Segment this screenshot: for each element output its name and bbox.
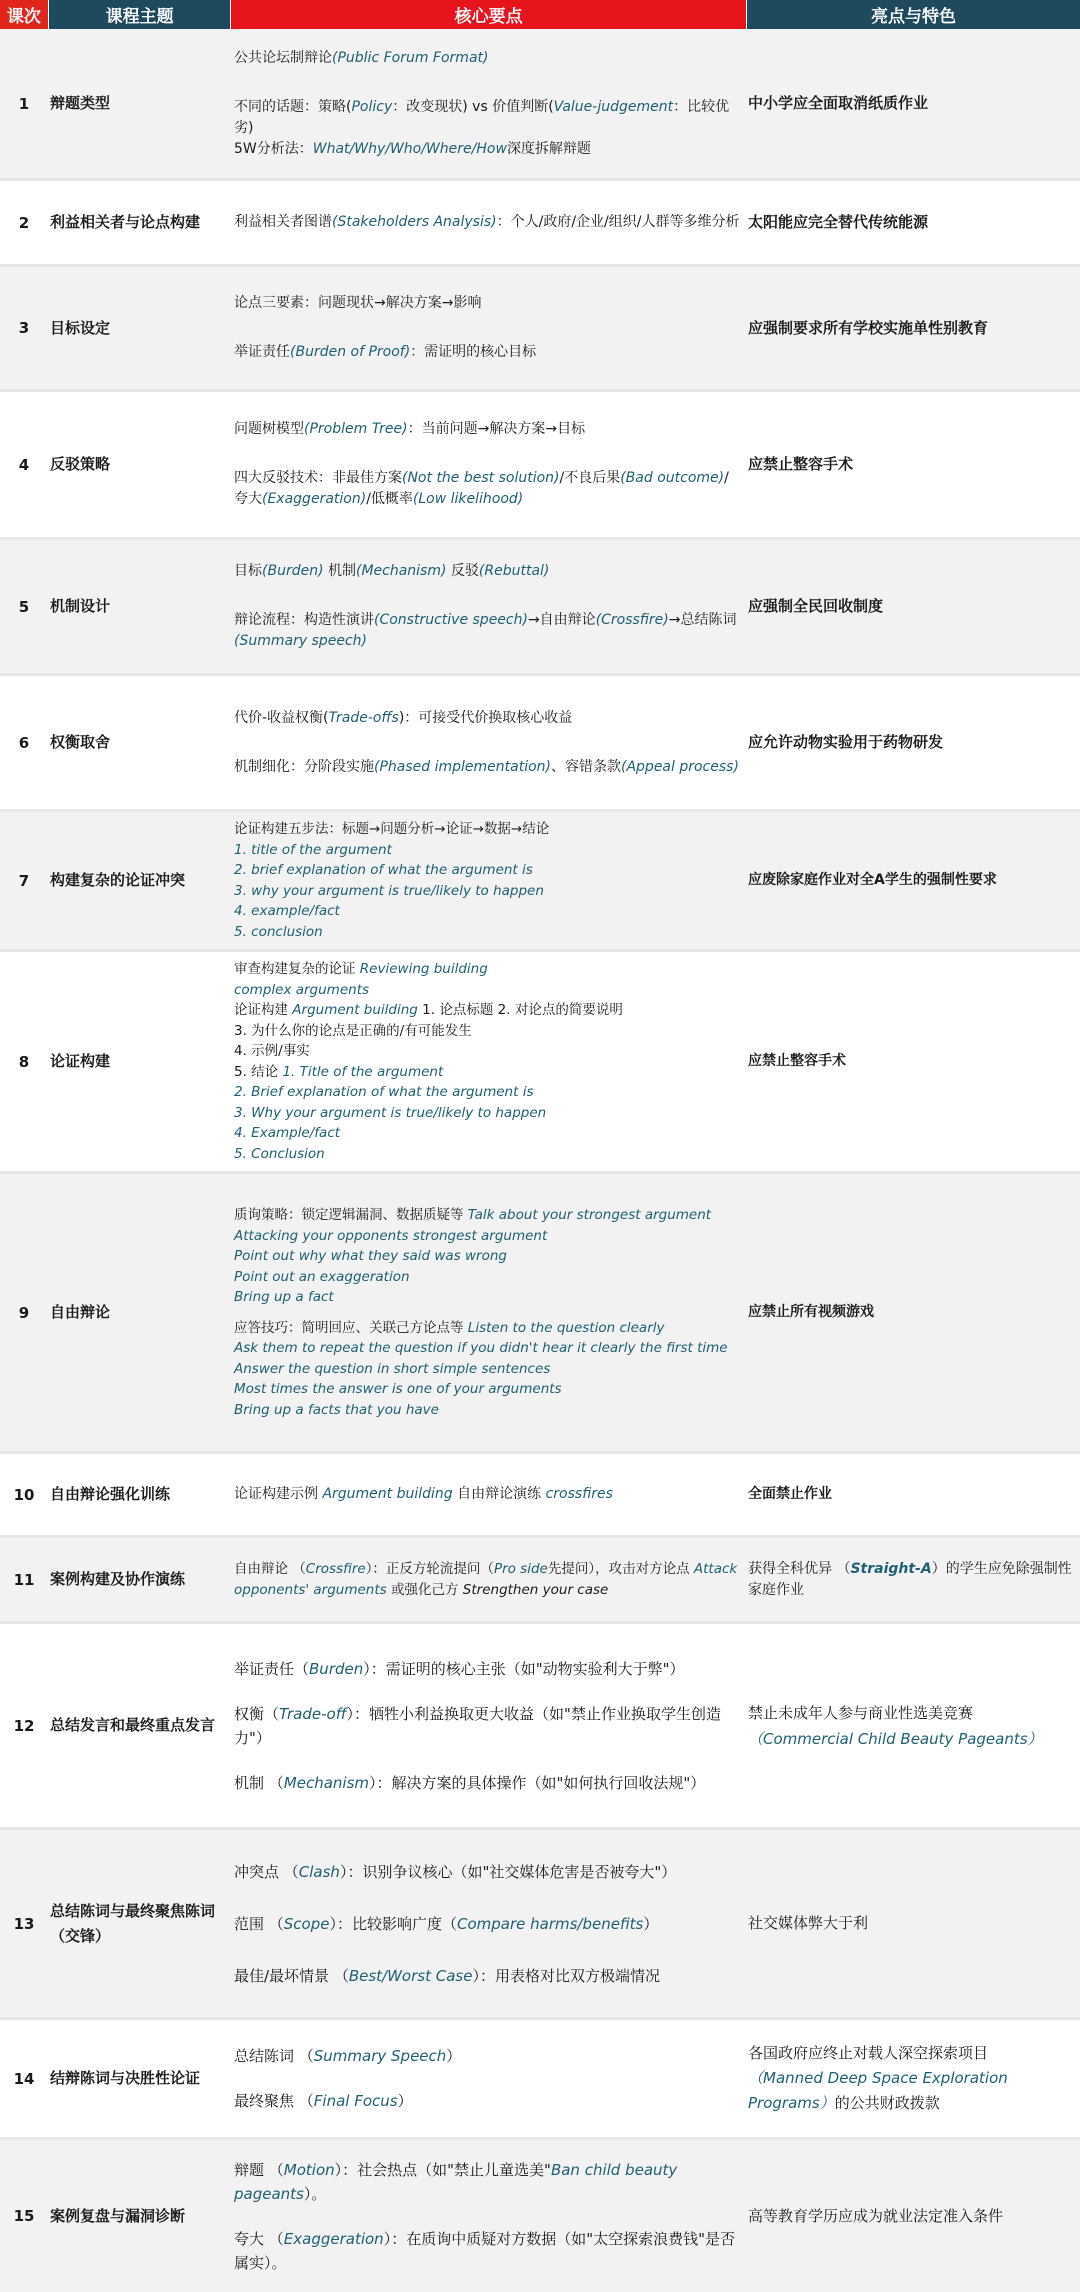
lesson-number: 4 [18, 455, 30, 474]
core-points: 冲突点 （Clash）：识别争议核心（如"社交媒体危害是否被夸大"） 范围 （Scope）：比较影响广度（Compare harms/benefits） 最佳/最坏情景 （Best/Worst Case）：用表格对比双方极端情况 [234, 1862, 677, 1985]
lesson-number: 14 [13, 2069, 35, 2088]
lesson-highlight: 应禁止整容手术 [748, 455, 854, 473]
lesson-highlight: 应强制全民回收制度 [748, 597, 884, 615]
core-points: 公共论坛制辩论(Public Forum Format) 不同的话题：策略(Policy：改变现状) vs 价值判断(Value-judgement：比较优劣) 5W分析法：What/Why/Who/Where/How深度拆解辩题 [234, 49, 730, 157]
core-points: 论点三要素：问题现状→解决方案→影响 举证责任(Burden of Proof)：需证明的核心目标 [234, 295, 537, 360]
table-row [0, 267, 1080, 392]
lesson-highlight: 各国政府应终止对载人深空探索项目 （Manned Deep Space Exploration Programs）的公共财政拨款 [748, 2044, 1008, 2112]
lesson-topic: 总结陈词与最终聚焦陈词（交锋） [50, 1901, 216, 1945]
lesson-number: 13 [13, 1914, 35, 1933]
lesson-highlight: 应禁止整容手术 [748, 1053, 846, 1069]
lesson-highlight: 获得全科优异 （Straight-A）的学生应免除强制性家庭作业 [748, 1560, 1072, 1598]
lesson-number: 8 [18, 1052, 30, 1071]
lesson-topic: 自由辩论 [50, 1303, 111, 1321]
core-points: 问题树模型(Problem Tree)：当前问题→解决方案→目标 四大反驳技术：非最佳方案(Not the best solution)/不良后果(Bad outcome)/夸大(Exaggeration)/低概率(Low likelihood) [234, 421, 729, 507]
lesson-highlight: 应禁止所有视频游戏 [748, 1304, 874, 1320]
table-row [0, 181, 1080, 267]
lesson-topic: 反驳策略 [50, 455, 111, 473]
lesson-highlight: 中小学应全面取消纸质作业 [748, 94, 929, 112]
table-row [0, 29, 1080, 181]
lesson-topic: 结辩陈词与决胜性论证 [50, 2069, 201, 2087]
table-row [0, 540, 1080, 676]
lesson-topic: 利益相关者与论点构建 [50, 213, 201, 231]
header-highlights: 亮点与特色 [746, 0, 1080, 29]
core-points: 举证责任（Burden）：需证明的核心主张（如"动物实验利大于弊"） 权衡（Trade-off）：牺牲小利益换取更大收益（如"禁止作业换取学生创造力"） 机制 （Mechanism）：解决方案的具体操作（如"如何执行回收法规"） [234, 1659, 721, 1792]
table-row [0, 952, 1080, 1174]
lesson-highlight: 全面禁止作业 [748, 1486, 832, 1502]
core-points: 目标(Burden) 机制(Mechanism) 反驳(Rebuttal) 辩论流程：构造性演讲(Constructive speech)→自由辩论(Crossfire)→总结陈词(Summary speech) [234, 563, 737, 649]
table-row [0, 2020, 1080, 2140]
core-points: 论证构建五步法：标题→问题分析→论证→数据→结论 1. title of the argument 2. brief explanation of what the argument is 3. why your argument is true/likely to happen 4. example/fact 5. conclusion [234, 821, 550, 940]
core-points: 辩题 （Motion）：社会热点（如"禁止儿童选美"Ban child beauty pageants）。 夸大 （Exaggeration）：在质询中质疑对方数据（如"太空探索浪费钱"是否属实）。 [234, 2160, 736, 2272]
lesson-number: 10 [13, 1485, 35, 1504]
lesson-topic: 总结发言和最终重点发言 [50, 1716, 216, 1734]
lesson-topic: 论证构建 [50, 1052, 111, 1070]
lesson-topic: 构建复杂的论证冲突 [50, 871, 186, 889]
core-points: 总结陈词 （Summary Speech） 最终聚焦 （Final Focus） [234, 2047, 462, 2110]
lesson-topic: 自由辩论强化训练 [50, 1485, 171, 1503]
table-row [0, 2140, 1080, 2292]
lesson-topic: 机制设计 [50, 597, 111, 615]
lesson-highlight: 应强制要求所有学校实施单性别教育 [748, 318, 989, 337]
lesson-number: 5 [18, 597, 30, 616]
lesson-number: 1 [18, 94, 30, 113]
core-points: 质询策略：锁定逻辑漏洞、数据质疑等 Talk about your strongest argument Attacking your opponents strongest argument Point out why what they said was wrong Point out an exaggeration Bring up a fact 应答技巧：简明回应、关联己方论点等 Listen to the question clearly Ask them to repeat the question if you didn't hear it clearly the first time Answer the question in short simple sentences Most times the answer is one of your arguments Bring up a facts that you have [234, 1207, 728, 1418]
lesson-highlight: 太阳能应完全替代传统能源 [748, 213, 929, 231]
table-row [0, 1830, 1080, 2020]
lesson-number: 7 [18, 871, 30, 890]
lesson-number: 2 [18, 213, 30, 232]
lesson-topic: 案例构建及协作演练 [50, 1570, 186, 1588]
table-row [0, 1454, 1080, 1538]
lesson-number: 11 [13, 1570, 35, 1589]
core-points: 利益相关者图谱(Stakeholders Analysis)：个人/政府/企业/组织/人群等多维分析 [234, 214, 740, 230]
table-row [0, 812, 1080, 952]
lesson-topic: 目标设定 [50, 318, 111, 337]
lesson-highlight: 禁止未成年人参与商业性选美竞赛 （Commercial Child Beauty Pageants） [748, 1703, 1043, 1748]
header-lesson: 课次 [0, 0, 48, 29]
lesson-number: 3 [18, 319, 30, 337]
table-row [0, 1538, 1080, 1624]
lesson-topic: 辩题类型 [50, 94, 111, 112]
table-row [0, 1174, 1080, 1454]
lesson-number: 15 [13, 2207, 35, 2225]
lesson-number: 9 [18, 1303, 30, 1322]
core-points: 审查构建复杂的论证 Reviewing building complex arguments 论证构建 Argument building 1. 论点标题 2. 对论点的简要说明 3. 为什么你的论点是正确的/有可能发生 4. 示例/事实 5. 结论 1. Title of the argument 2. Brief explanation of what the argument is 3. Why your argument is true/likely to happen 4. Example/fact 5. Conclusion [234, 961, 623, 1162]
lesson-highlight: 应废除家庭作业对全A学生的强制性要求 [748, 872, 997, 888]
table-row [0, 392, 1080, 540]
core-points: 代价-收益权衡(Trade-offs)：可接受代价换取核心收益 机制细化：分阶段实施(Phased implementation)、容错条款(Appeal process) [234, 709, 739, 775]
core-points: 论证构建示例 Argument building 自由辩论演练 crossfires [234, 1486, 613, 1502]
table-row [0, 676, 1080, 812]
lesson-topic: 权衡取舍 [50, 733, 111, 751]
lesson-highlight: 高等教育学历应成为就业法定准入条件 [748, 2206, 1004, 2225]
lesson-highlight: 应允许动物实验用于药物研发 [748, 733, 944, 751]
header-topic: 课程主题 [48, 0, 231, 29]
lesson-number: 6 [18, 733, 30, 752]
table-row [0, 1624, 1080, 1830]
header-core-points: 核心要点 [230, 0, 746, 29]
core-points: 自由辩论 （Crossfire）：正反方轮流提问（Pro side先提问），攻击对方论点 Attack opponents' arguments 或强化己方 Strengthen your case [234, 1560, 738, 1598]
table-header [0, 0, 1080, 29]
lesson-topic: 案例复盘与漏洞诊断 [50, 2206, 186, 2225]
lesson-number: 12 [13, 1716, 35, 1735]
lesson-highlight: 社交媒体弊大于利 [748, 1914, 869, 1932]
